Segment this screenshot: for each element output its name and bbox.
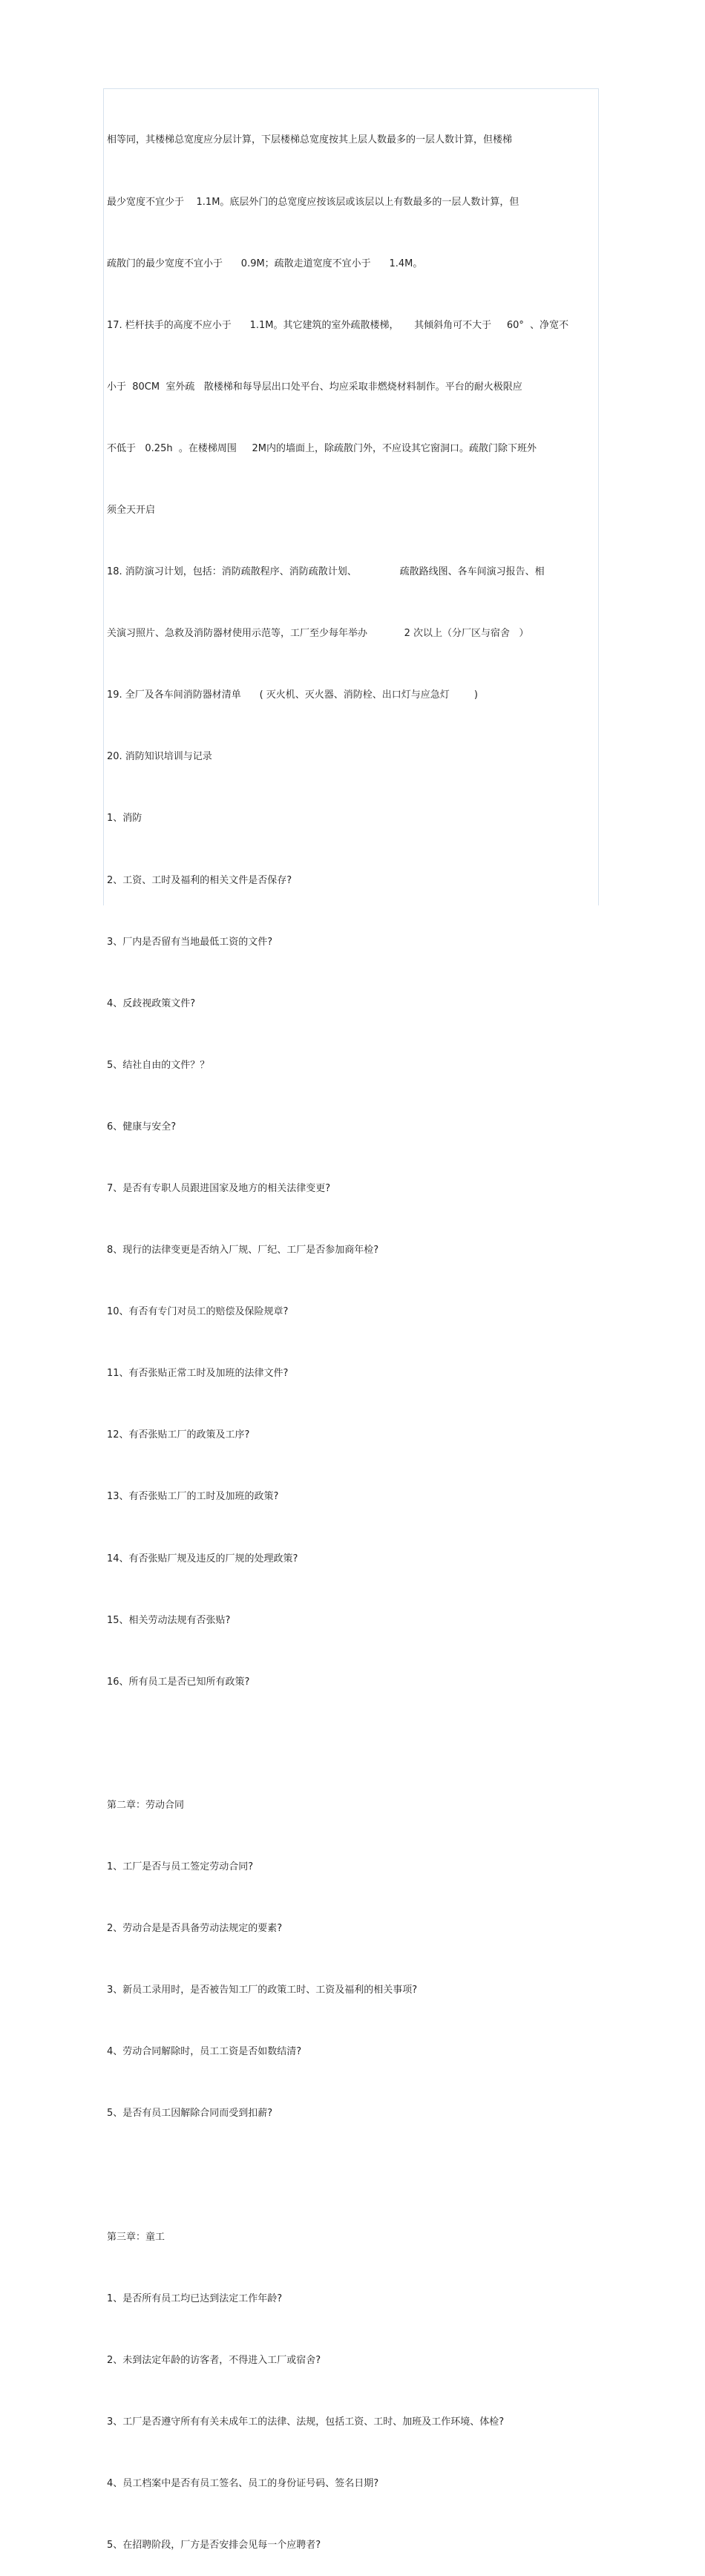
text-line: 8、现行的法律变更是否纳入厂规、厂纪、工厂是否参加商年检?: [107, 1245, 379, 1256]
text-line: 19. 全厂及各车间消防器材清单 ( 灭火机、灭火器、消防栓、出口灯与应急灯 ): [107, 689, 478, 701]
text-line: 13、有否张贴工厂的工时及加班的政策?: [107, 1491, 279, 1503]
text-line: 5、结社自由的文件？？: [107, 1059, 210, 1071]
text-line: 2、工资、工时及福利的相关文件是否保存?: [107, 874, 292, 886]
text-line: 7、是否有专职人员跟进国家及地方的相关法律变更?: [107, 1183, 331, 1194]
text-line: 5、在招聘阶段，厂方是否安排会见每一个应聘者?: [107, 2540, 321, 2552]
text-line: 3、工厂是否遵守所有有关未成年工的法律、法规，包括工资、工时、加班及工作环境、体检?: [107, 2416, 505, 2428]
text-line: 小于 80CM 室外疏 散楼梯和每导层出口处平台、均应采取非燃烧材料制作。平台的耐火极限应: [107, 381, 522, 393]
blank-line: [107, 1734, 598, 1754]
text-line: 1、工厂是否与员工签定劳动合同?: [107, 1861, 254, 1873]
text-line: 12、有否张贴工厂的政策及工序?: [107, 1429, 250, 1441]
text-line: 18. 消防演习计划，包括：消防疏散程序、消防疏散计划、 疏散路线图、各车间演习报告、相: [107, 566, 545, 578]
text-line: 4、劳动合同解除时，员工工资是否如数结清?: [107, 2046, 302, 2058]
text-line: 3、厂内是否留有当地最低工资的文件?: [107, 936, 273, 948]
text-line: 6、健康与安全?: [107, 1121, 177, 1133]
text-line: 不低于 0.25h 。在楼梯周围 2M内的墙面上，除疏散门外，不应设其它窗洞口。疏散门除下班外: [107, 442, 537, 454]
text-line: 14、有否张贴厂规及违反的厂规的处理政策?: [107, 1553, 298, 1564]
text-line: 疏散门的最少宽度不宜小于 0.9M；疏散走道宽度不宜小于 1.4M。: [107, 258, 423, 269]
text-line: 10、有否有专门对员工的赔偿及保险规章?: [107, 1306, 289, 1318]
text-line: 4、员工档案中是否有员工签名、员工的身份证号码、签名日期?: [107, 2477, 379, 2489]
document-body: [107, 89, 598, 2576]
text-line: 须全天开启: [107, 504, 156, 516]
chapter-heading: 第三章：童工: [107, 2231, 165, 2243]
text-line: 16、所有员工是否已知所有政策?: [107, 1676, 250, 1688]
text-line: 3、新员工录用时，是否被告知工厂的政策工时、工资及福利的相关事项?: [107, 1985, 418, 1996]
text-line: 关演习照片、急救及消防器材使用示范等，工厂至少每年举办 2 次以上（分厂区与宿舍 ）: [107, 628, 529, 640]
text-line: 20. 消防知识培训与记录: [107, 751, 212, 763]
chapter-heading: 第二章：劳动合同: [107, 1799, 185, 1811]
text-line: 2、劳动合是是否具备劳动法规定的要素?: [107, 1923, 283, 1935]
text-line: 5、是否有员工因解除合同而受到扣薪?: [107, 2108, 273, 2120]
text-line: 15、相关劳动法规有否张贴?: [107, 1614, 231, 1626]
text-line: 1、消防: [107, 813, 142, 825]
text-line: 11、有否张贴正常工时及加班的法律文件?: [107, 1368, 289, 1380]
text-line: 4、反歧视政策文件?: [107, 997, 196, 1009]
text-line: 2、未到法定年龄的访客者，不得进入工厂或宿舍?: [107, 2354, 321, 2366]
text-line: 1、是否所有员工均已达到法定工作年龄?: [107, 2292, 283, 2304]
text-line: 相等同，其楼梯总宽度应分层计算，下层楼梯总宽度按其上层人数最多的一层人数计算，但楼梯: [107, 134, 513, 146]
text-line: 17. 栏杆扶手的高度不应小于 1.1M。其它建筑的室外疏散楼梯， 其倾斜角可不大于 60° 、净宽不: [107, 319, 569, 331]
blank-line: [107, 2166, 598, 2186]
text-line: 最少宽度不宜少于 1.1M。底层外门的总宽度应按该层或该层以上有数最多的一层人数计算，但: [107, 196, 519, 208]
